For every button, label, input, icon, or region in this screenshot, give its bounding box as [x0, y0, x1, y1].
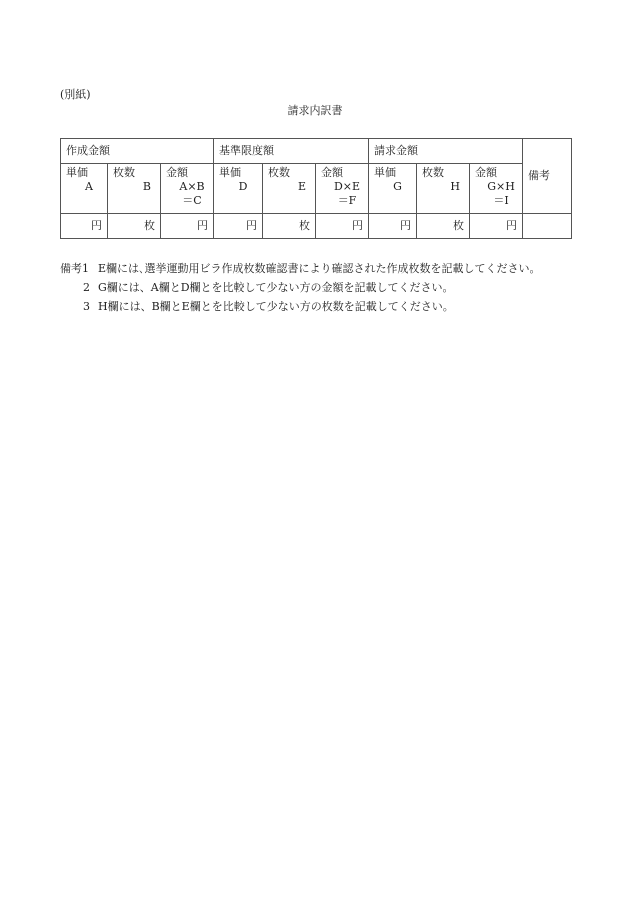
column-header-f: 金額 D×E ＝F [316, 164, 369, 214]
cell-a-unit[interactable]: 円 [61, 214, 108, 239]
group-header-standard-limit: 基準限度額 [214, 139, 369, 164]
document-title: 請求内訳書 [287, 104, 343, 117]
remarks-notes [60, 259, 541, 316]
note-text: E欄には､選挙運動用ビラ作成枚数確認書により確認された作成枚数を記載してください。 [98, 262, 541, 275]
note-number: 2 [83, 281, 90, 294]
data-row [61, 214, 572, 239]
column-header-e: 枚数 E [263, 164, 316, 214]
note-number: 3 [83, 300, 90, 313]
column-header-a: 単価 A [61, 164, 108, 214]
cell-b-unit[interactable]: 枚 [108, 214, 161, 239]
note-item [60, 278, 541, 297]
column-header-h: 枚数 H [417, 164, 470, 214]
cell-f-unit[interactable]: 円 [316, 214, 369, 239]
note-number: 備考1 [60, 262, 89, 275]
group-header-row [61, 139, 572, 164]
group-header-remarks: 備考 [523, 139, 572, 214]
column-header-g: 単価 G [369, 164, 417, 214]
note-item [60, 297, 541, 316]
cell-i-unit[interactable]: 円 [470, 214, 523, 239]
column-header-row [61, 164, 572, 214]
column-header-c: 金額 A×B ＝C [161, 164, 214, 214]
cell-g-unit[interactable]: 円 [369, 214, 417, 239]
group-header-claim-amount: 請求金額 [369, 139, 523, 164]
note-text: H欄には、B欄とE欄とを比較して少ない方の枚数を記載してください。 [98, 300, 454, 313]
attachment-label: (別紙) [60, 88, 91, 101]
group-header-creation-amount: 作成金額 [61, 139, 214, 164]
column-header-d: 単価 D [214, 164, 263, 214]
note-text: G欄には、A欄とD欄とを比較して少ない方の金額を記載してください。 [98, 281, 454, 294]
invoice-breakdown-table [60, 138, 572, 239]
cell-h-unit[interactable]: 枚 [417, 214, 470, 239]
cell-remarks[interactable] [523, 214, 572, 239]
note-item [60, 259, 541, 278]
column-header-b: 枚数 B [108, 164, 161, 214]
column-header-i: 金額 G×H ＝I [470, 164, 523, 214]
cell-d-unit[interactable]: 円 [214, 214, 263, 239]
cell-c-unit[interactable]: 円 [161, 214, 214, 239]
cell-e-unit[interactable]: 枚 [263, 214, 316, 239]
